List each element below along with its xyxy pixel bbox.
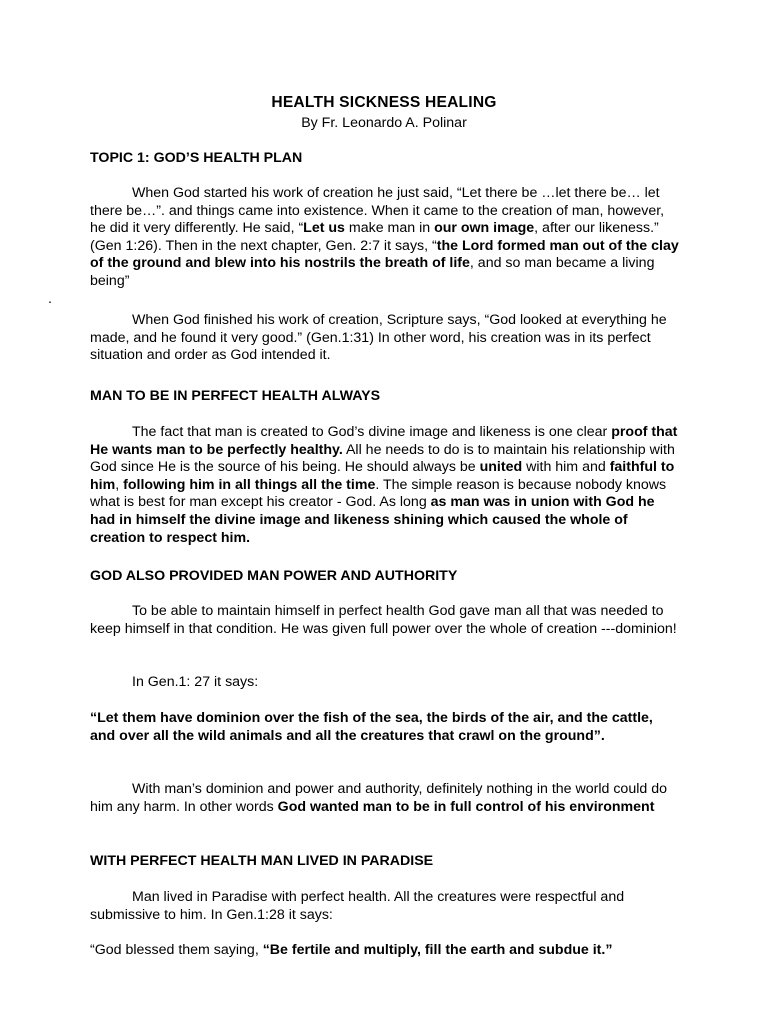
scripture-quote-blessing: “God blessed them saying, “Be fertile and multiply, fill the earth and subdue it.” [90, 942, 613, 958]
topic1-heading: TOPIC 1: GOD’S HEALTH PLAN [90, 150, 303, 166]
heading-paradise: WITH PERFECT HEALTH MAN LIVED IN PARADISE [90, 853, 434, 869]
paragraph-divine-image: The fact that man is created to God’s divine image and likeness is one clear proof that He wants man to be perfectly healthy. All he needs to do is to maintain his relationship with God since He is the source of his being. He should always be united with him and faithful to him, following him in all things all the time. The simple reason is because nobody knows what is best for man except his creator - God. As long as man was in union with God he had in himself the divine image and likeness shining which caused the whole of creation to respect him. [90, 424, 678, 546]
paragraph-paradise: Man lived in Paradise with perfect health. All the creatures were respectful and submissive to him. In Gen.1:28 it says: [90, 889, 625, 923]
paragraph-gen-reference: In Gen.1: 27 it says: [132, 674, 259, 690]
scripture-quote-dominion: “Let them have dominion over the fish of the sea, the birds of the air, and the cattle, and over all the wild animals and all the creatures that crawl on the ground”. [90, 710, 653, 744]
heading-perfect-health: MAN TO BE IN PERFECT HEALTH ALWAYS [90, 388, 381, 404]
paragraph-creation: When God started his work of creation he just said, “Let there be …let there be… let there be…”. and things came into existence. When it came to the creation of man, however, he did it very differently. He said, “Let us make man in our own image, after our likeness.” (Gen 1:26). Then in the next chapter, Gen. 2:7 it says, “the Lord formed man out of the clay of the ground and blew into his nostrils the breath of life, and so man became a living being” . [48, 185, 679, 307]
author-byline: By Fr. Leonardo A. Polinar [301, 115, 467, 131]
document-title: HEALTH SICKNESS HEALING [271, 94, 497, 111]
paragraph-full-control: With man’s dominion and power and authority, definitely nothing in the world could do him any harm. In other words God wanted man to be in full control of his environment [90, 781, 667, 815]
heading-power-authority: GOD ALSO PROVIDED MAN POWER AND AUTHORITY [90, 568, 458, 584]
paragraph-very-good: When God finished his work of creation, Scripture says, “God looked at everything he made, and he found it very good.” (Gen.1:31) In other word, his creation was in its perfect situation and order as God intended it. [90, 312, 667, 364]
paragraph-dominion: To be able to maintain himself in perfect health God gave man all that was needed to keep himself in that condition. He was given full power over the whole of creation ---dominion! [90, 603, 677, 637]
